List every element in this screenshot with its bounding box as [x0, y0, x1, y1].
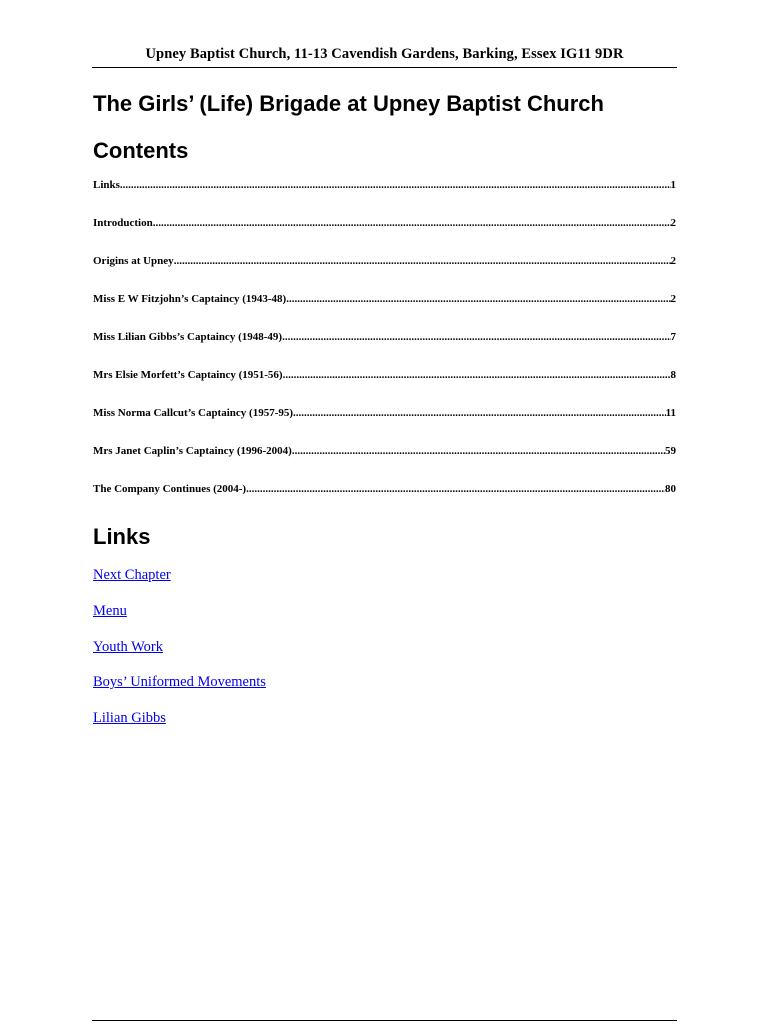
- toc-entry-label: Links: [93, 179, 120, 191]
- links-heading: Links: [93, 524, 151, 549]
- toc-page-number: 11: [665, 407, 676, 419]
- lilian-gibbs-link[interactable]: Lilian Gibbs: [93, 710, 166, 726]
- youth-work-link[interactable]: Youth Work: [93, 638, 164, 655]
- toc-page-number: 1: [670, 179, 676, 191]
- toc-page-number: 2: [670, 217, 676, 229]
- list-item: [93, 566, 266, 602]
- toc-entry-caplin[interactable]: [93, 445, 676, 483]
- links-list: [93, 566, 266, 745]
- toc-entry-label: Introduction: [93, 217, 153, 229]
- toc-entry-label: The Company Continues (2004-): [93, 483, 247, 495]
- boys-uniformed-movements-link[interactable]: Boys’ Uniformed Movements: [93, 674, 266, 691]
- toc-entry-callcut[interactable]: [93, 407, 676, 445]
- list-item: [93, 673, 266, 709]
- contents-heading: Contents: [93, 138, 189, 163]
- menu-link[interactable]: Menu: [93, 602, 127, 619]
- toc-dot-leader: [120, 179, 671, 191]
- toc-page-number: 2: [670, 255, 676, 267]
- table-of-contents: [93, 179, 676, 521]
- list-item: [93, 709, 266, 745]
- toc-dot-leader: [292, 445, 665, 457]
- toc-entry-label: Miss Lilian Gibbs’s Captaincy (1948-49): [93, 331, 283, 343]
- toc-page-number: 7: [670, 331, 676, 343]
- toc-dot-leader: [293, 407, 666, 419]
- toc-entry-morfett[interactable]: [93, 369, 676, 407]
- document-title: The Girls’ (Life) Brigade at Upney Baptist Church: [93, 91, 604, 116]
- next-chapter-link[interactable]: Next Chapter: [93, 567, 171, 583]
- toc-dot-leader: [282, 331, 670, 343]
- toc-entry-company-continues[interactable]: [93, 483, 676, 521]
- toc-page-number: 59: [665, 445, 676, 457]
- page-header: Upney Baptist Church, 11-13 Cavendish Gardens, Barking, Essex IG11 9DR: [145, 46, 624, 62]
- header-divider: [92, 67, 677, 68]
- toc-entry-introduction[interactable]: [93, 217, 676, 255]
- toc-entry-label: Mrs Janet Caplin’s Captaincy (1996-2004): [93, 445, 292, 457]
- toc-entry-links[interactable]: [93, 179, 676, 217]
- toc-dot-leader: [283, 369, 671, 381]
- list-item: [93, 602, 266, 638]
- toc-entry-label: Origins at Upney: [93, 255, 174, 267]
- footer-divider: [92, 1020, 677, 1021]
- toc-dot-leader: [246, 483, 665, 495]
- toc-entry-fitzjohn[interactable]: [93, 293, 676, 331]
- toc-entry-gibbs[interactable]: [93, 331, 676, 369]
- toc-page-number: 2: [670, 293, 676, 305]
- list-item: [93, 638, 266, 674]
- toc-page-number: 8: [670, 369, 676, 381]
- toc-entry-label: Miss Norma Callcut’s Captaincy (1957-95): [93, 407, 294, 419]
- toc-page-number: 80: [665, 483, 676, 495]
- toc-entry-label: Mrs Elsie Morfett’s Captaincy (1951-56): [93, 369, 283, 381]
- toc-dot-leader: [153, 217, 671, 229]
- toc-dot-leader: [174, 255, 671, 267]
- toc-dot-leader: [286, 293, 670, 305]
- toc-entry-origins[interactable]: [93, 255, 676, 293]
- toc-entry-label: Miss E W Fitzjohn’s Captaincy (1943-48): [93, 293, 287, 305]
